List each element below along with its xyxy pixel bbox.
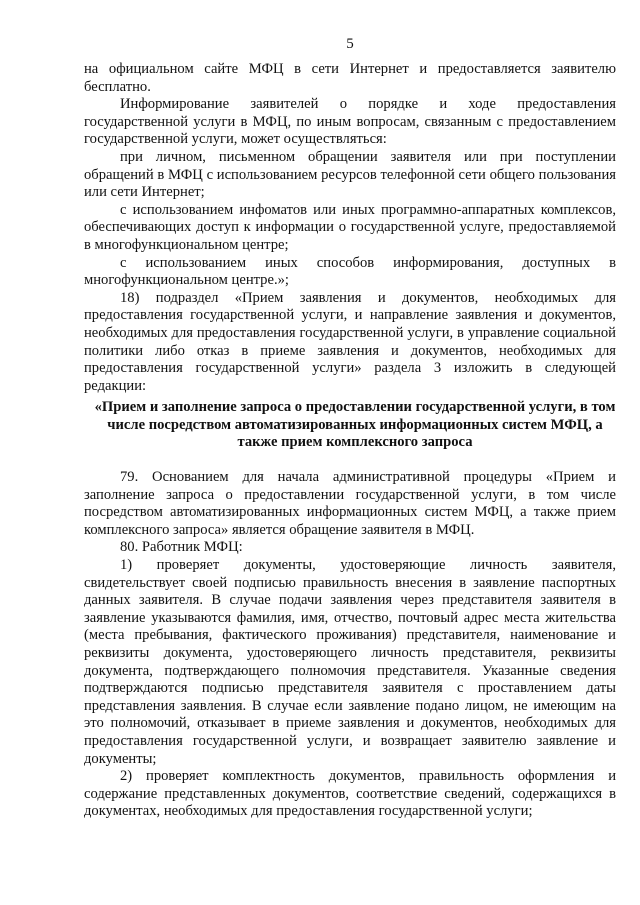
paragraph-item-80: 80. Работник МФЦ: bbox=[120, 539, 243, 556]
page-number: 5 bbox=[346, 36, 354, 52]
paragraph-website-info: на официальном сайте МФЦ в сети Интернет и предоставляется заявителю бесплатно. bbox=[84, 61, 616, 95]
paragraph-item-18: 18) подраздел «Прием заявления и документов, необходимых для предоставления государственной услуги, и направление заявления и документов, необходимых для предоставления государственной услуги, в управление социальной политики либо отказ в приеме заявления и документов, необходимых для предоставления государственной услуги» раздела 3 изложить в следующей редакции: bbox=[84, 289, 616, 394]
paragraph-personal-appeal: при личном, письменном обращении заявителя или при поступлении обращений в МФЦ с использованием ресурсов телефонной сети общего пользования или сети Интернет; bbox=[84, 148, 616, 201]
page-content bbox=[84, 36, 616, 821]
paragraph-infomats: с использованием инфоматов или иных программно-аппаратных комплексов, обеспечивающих доступ к информации о государственной услуге, предоставляемой в многофункциональном центре; bbox=[84, 201, 616, 253]
paragraph-item-79: 79. Основанием для начала административной процедуры «Прием и заполнение запроса о предоставлении государственной услуги, в том числе посредством автоматизированных информационных систем МФЦ, а также прием комплексного запроса» является обращение заявителя в МФЦ. bbox=[84, 469, 616, 538]
section-heading: «Прием и заполнение запроса о предоставлении государственной услуги, в том числе посредством автоматизированных информационных систем МФЦ, а также прием комплексного запроса bbox=[94, 399, 616, 451]
paragraph-informing-applicants: Информирование заявителей о порядке и ходе предоставления государственной услуги в МФЦ, по иным вопросам, связанным с предоставлением государственной услуги, может осуществляться: bbox=[84, 96, 616, 148]
paragraph-subitem-1: 1) проверяет документы, удостоверяющие личность заявителя, свидетельствует своей подписью правильность внесения в заявление паспортных данных заявителя. В случае подачи заявления через представителя заявителя в заявление указываются фамилия, имя, отчество, почтовый адрес места жительства (места пребывания, фактического проживания) представителя, наименование и реквизиты документа, удостоверяющего личность представителя, реквизиты документа, подтверждающего полномочия представителя. Указанные сведения подтверждаются подписью представителя заявителя с проставлением даты представления заявления. В случае если заявление подано лицом, не имеющим на это полномочий, отказывает в приеме заявления и документов, необходимых для предоставления государственной услуги, и возвращает заявителю заявление и документы; bbox=[84, 557, 616, 767]
paragraph-subitem-2: 2) проверяет комплектность документов, правильность оформления и содержание представленных документов, соответствие сведений, содержащихся в документах, необходимых для предоставления государственной услуги; bbox=[84, 768, 616, 820]
paragraph-other-methods: с использованием иных способов информирования, доступных в многофункциональном центре.»; bbox=[84, 254, 616, 289]
